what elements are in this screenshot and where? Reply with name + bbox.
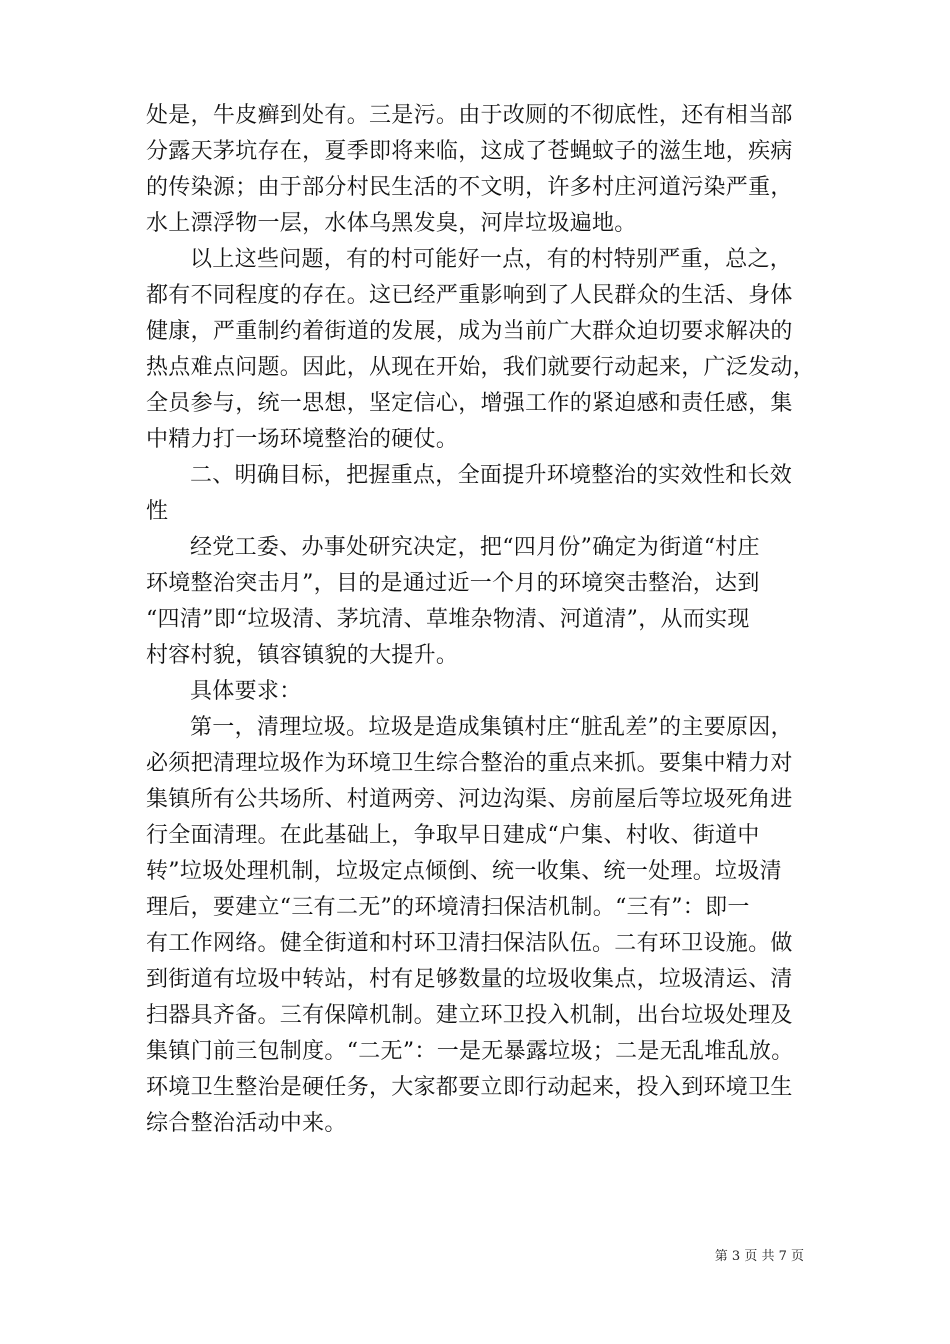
paragraph-first-requirement [146,710,810,1142]
paragraph-problems-summary [146,242,816,458]
text-line: 扫器具齐备。三有保障机制。建立环卫投入机制，出台垃圾处理及 [146,1003,793,1028]
text-line: 第一，清理垃圾。垃圾是造成集镇村庄“脏乱差”的主要原因， [190,715,793,740]
text-line: 有工作网络。健全街道和村环卫清扫保洁队伍。二有环卫设施。做 [146,931,793,956]
text-line: 的传染源；由于部分村民生活的不文明，许多村庄河道污染严重， [146,175,793,200]
text-line: 到街道有垃圾中转站，村有足够数量的垃圾收集点，垃圾清运、清 [146,967,793,992]
text-line: 必须把清理垃圾作为环境卫生综合整治的重点来抓。要集中精力对 [146,751,793,776]
document-body [146,98,816,1142]
paragraph-continuation [146,98,810,242]
text-line: 性 [146,499,169,524]
text-line: 热点难点问题。因此，从现在开始，我们就要行动起来，广泛发动， [146,355,816,380]
paragraph-decision [146,530,810,674]
section-heading [146,458,810,530]
text-line: 行全面清理。在此基础上，争取早日建成“户集、村收、街道中 [146,823,760,848]
text-line: 村容村貌，镇容镇貌的大提升。 [146,643,459,668]
text-line: 经党工委、办事处研究决定，把“四月份”确定为街道“村庄 [190,535,760,560]
text-line: 全员参与，统一思想，坚定信心，增强工作的紧迫感和责任感，集 [146,391,793,416]
text-line: 二、明确目标，把握重点，全面提升环境整治的实效性和长效 [190,463,793,488]
paragraph-requirements-label [146,674,810,710]
text-line: 集镇所有公共场所、村道两旁、河边沟渠、房前屋后等垃圾死角进 [146,787,793,812]
text-line: 健康，严重制约着街道的发展，成为当前广大群众迫切要求解决的 [146,319,793,344]
text-line: 具体要求： [190,679,302,704]
text-line: 集镇门前三包制度。“二无”：一是无暴露垃圾；二是无乱堆乱放。 [146,1039,794,1064]
page-number-footer: 第 3 页 共 7 页 [714,1249,804,1264]
text-line: 水上漂浮物一层，水体乌黑发臭，河岸垃圾遍地。 [146,211,637,236]
text-line: 中精力打一场环境整治的硬仗。 [146,427,459,452]
text-line: 都有不同程度的存在。这已经严重影响到了人民群众的生活、身体 [146,283,793,308]
text-line: 环境卫生整治是硬任务，大家都要立即行动起来，投入到环境卫生 [146,1075,793,1100]
text-line: “四清”即“垃圾清、茅坑清、草堆杂物清、河道清”，从而实现 [146,607,750,632]
text-line: 转”垃圾处理机制，垃圾定点倾倒、统一收集、统一处理。垃圾清 [146,859,782,884]
text-line: 以上这些问题，有的村可能好一点，有的村特别严重，总之， [190,247,793,272]
text-line: 处是，牛皮癣到处有。三是污。由于改厕的不彻底性，还有相当部 [146,103,793,128]
text-line: 分露天茅坑存在，夏季即将来临，这成了苍蝇蚊子的滋生地，疾病 [146,139,793,164]
text-line: 理后，要建立“三有二无”的环境清扫保洁机制。“三有”：即一 [146,895,750,920]
text-line: 环境整治突击月”，目的是通过近一个月的环境突击整治，达到 [146,571,760,596]
text-line: 综合整治活动中来。 [146,1111,347,1136]
